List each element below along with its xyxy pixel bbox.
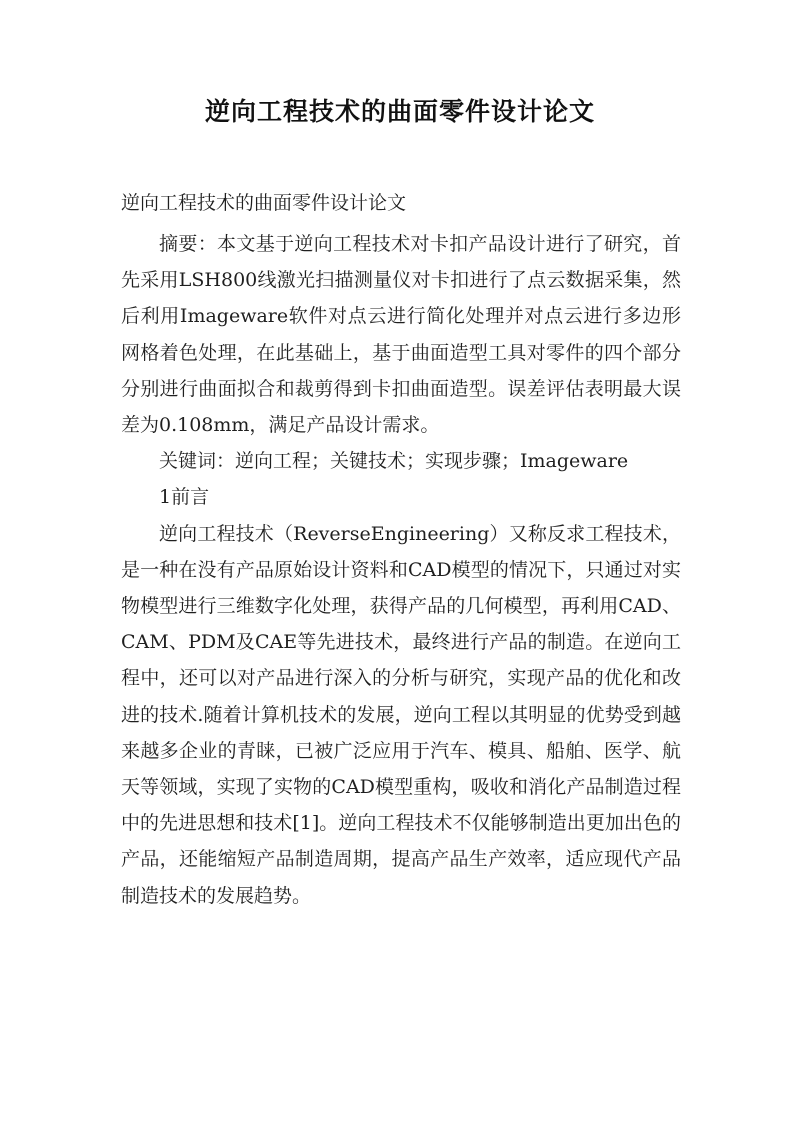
document-title: 逆向工程技术的曲面零件设计论文 <box>204 97 595 126</box>
document-subtitle: 逆向工程技术的曲面零件设计论文 <box>121 192 407 214</box>
intro-paragraph: 逆向工程技术（ReverseEngineering）又称反求工程技术，是一种在没有产品原始设计资料和CAD模型的情况下，只通过对实物模型进行三维数字化处理，获得产品的几何模型，再利用CAD、CAM、PDM及CAE等先进技术，最终进行产品的制造。在逆向工程中，还可以对产品进行深入的分析与研究，实现产品的优化和改进的技术.随着计算机技术的发展，逆向工程以其明显的优势受到越来越多企业的青睐，已被广泛应用于汽车、模具、船舶、医学、航天等领域，实现了实物的CAD模型重构，吸收和消化产品制造过程中的先进思想和技术[1]。逆向工程技术不仅能够制造出更加出色的产品，还能缩短产品制造周期，提高产品生产效率，适应现代产品制造技术的发展趋势。 <box>121 522 681 907</box>
section-heading: 1前言 <box>159 486 210 509</box>
abstract-paragraph: 摘要：本文基于逆向工程技术对卡扣产品设计进行了研究，首先采用LSH800线激光扫描测量仪对卡扣进行了点云数据采集，然后利用Imageware软件对点云进行简化处理并对点云进行多边形网格着色处理，在此基础上，基于曲面造型工具对零件的四个部分分别进行曲面拟合和裁剪得到卡扣曲面造型。误差评估表明最大误差为0.108mm，满足产品设计需求。 <box>121 233 681 437</box>
keywords-paragraph: 关键词：逆向工程；关键技术；实现步骤；Imageware <box>159 450 629 473</box>
document-body <box>121 226 681 914</box>
